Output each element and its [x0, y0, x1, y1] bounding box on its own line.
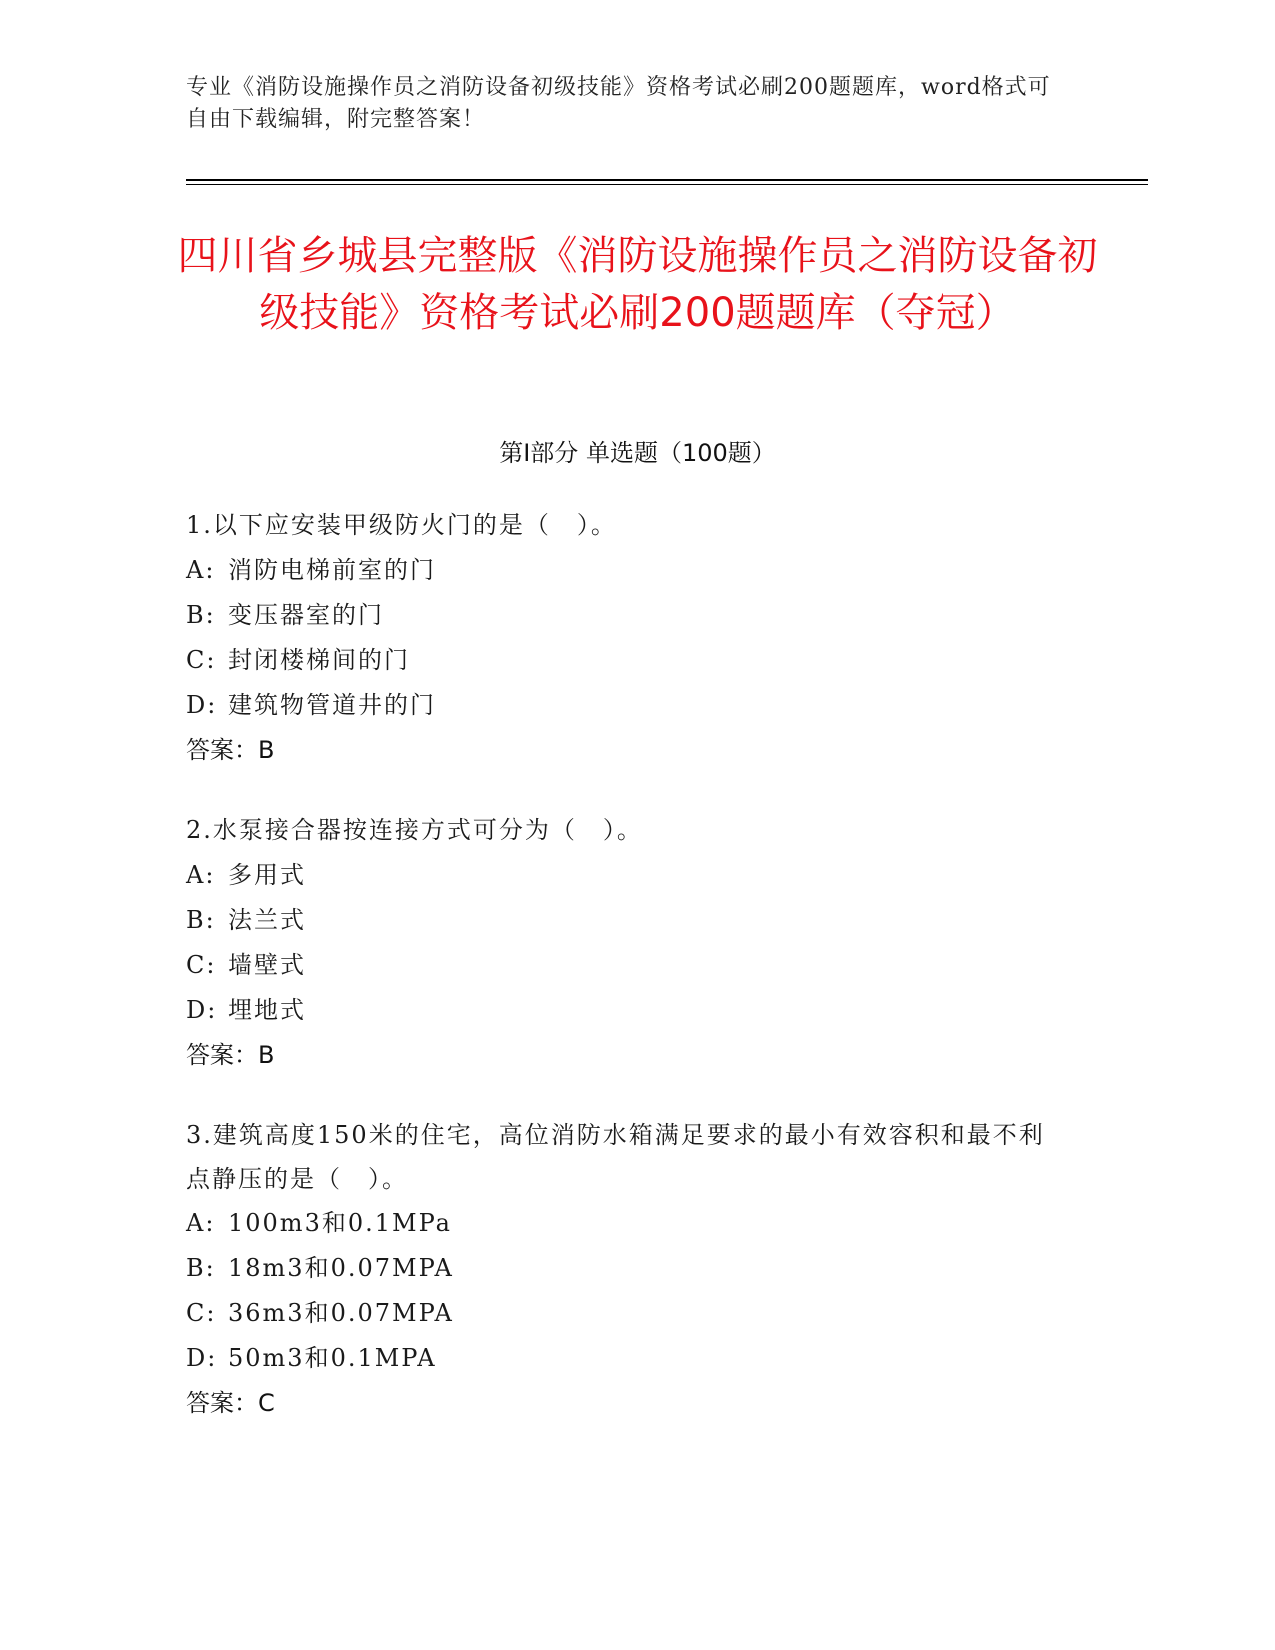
option-text: 埋地式: [228, 996, 306, 1024]
option-label: D:: [186, 1344, 218, 1372]
option-b: [186, 898, 1086, 943]
question-text: 3.建筑高度150米的住宅，高位消防水箱满足要求的最小有效容积和最不利点静压的是（ ）。: [186, 1121, 1045, 1193]
option-text: 封闭楼梯间的门: [228, 646, 410, 674]
option-label: A:: [186, 556, 216, 584]
answer: 答案：B: [186, 1041, 275, 1069]
question-1: [186, 503, 1086, 773]
section-title: 第Ⅰ部分 单选题（100题）: [499, 439, 776, 467]
option-text: 墙壁式: [228, 951, 306, 979]
option-text: 建筑物管道井的门: [228, 691, 436, 719]
option-text: 100m3和0.1MPa: [228, 1209, 452, 1237]
question-text: 1.以下应安装甲级防火门的是（ ）。: [186, 511, 617, 539]
option-d: [186, 988, 1086, 1033]
option-text: 消防电梯前室的门: [228, 556, 436, 584]
option-label: C:: [186, 951, 217, 979]
header-note: 专业《消防设施操作员之消防设备初级技能》资格考试必刷200题题库，word格式可自由下载编辑，附完整答案！: [186, 75, 1051, 132]
option-a: [186, 1201, 1066, 1246]
option-c: [186, 943, 1086, 988]
option-c: [186, 1291, 1066, 1336]
option-a: [186, 853, 1086, 898]
option-text: 50m3和0.1MPA: [228, 1344, 437, 1372]
option-label: C:: [186, 1299, 217, 1327]
header-divider-thin: [186, 184, 1148, 185]
option-label: A:: [186, 861, 216, 889]
option-d: [186, 1336, 1066, 1381]
question-text: 2.水泵接合器按连接方式可分为（ ）。: [186, 816, 643, 844]
option-d: [186, 683, 1086, 728]
option-c: [186, 638, 1086, 683]
option-text: 18m3和0.07MPA: [228, 1254, 454, 1282]
answer: 答案：B: [186, 736, 275, 764]
option-a: [186, 548, 1086, 593]
question-3: [186, 1113, 1066, 1426]
option-b: [186, 593, 1086, 638]
option-text: 法兰式: [228, 906, 306, 934]
option-label: C:: [186, 646, 217, 674]
option-text: 36m3和0.07MPA: [228, 1299, 454, 1327]
option-label: D:: [186, 691, 218, 719]
answer: 答案：C: [186, 1389, 275, 1417]
question-2: [186, 808, 1086, 1078]
option-label: B:: [186, 1254, 216, 1282]
option-label: B:: [186, 906, 216, 934]
option-label: A:: [186, 1209, 216, 1237]
option-text: 多用式: [228, 861, 306, 889]
option-b: [186, 1246, 1066, 1291]
option-text: 变压器室的门: [228, 601, 384, 629]
header-divider-thick: [186, 179, 1148, 181]
option-label: B:: [186, 601, 216, 629]
option-label: D:: [186, 996, 218, 1024]
document-title: 四川省乡城县完整版《消防设施操作员之消防设备初级技能》资格考试必刷200题题库（夺冠）: [177, 233, 1098, 336]
